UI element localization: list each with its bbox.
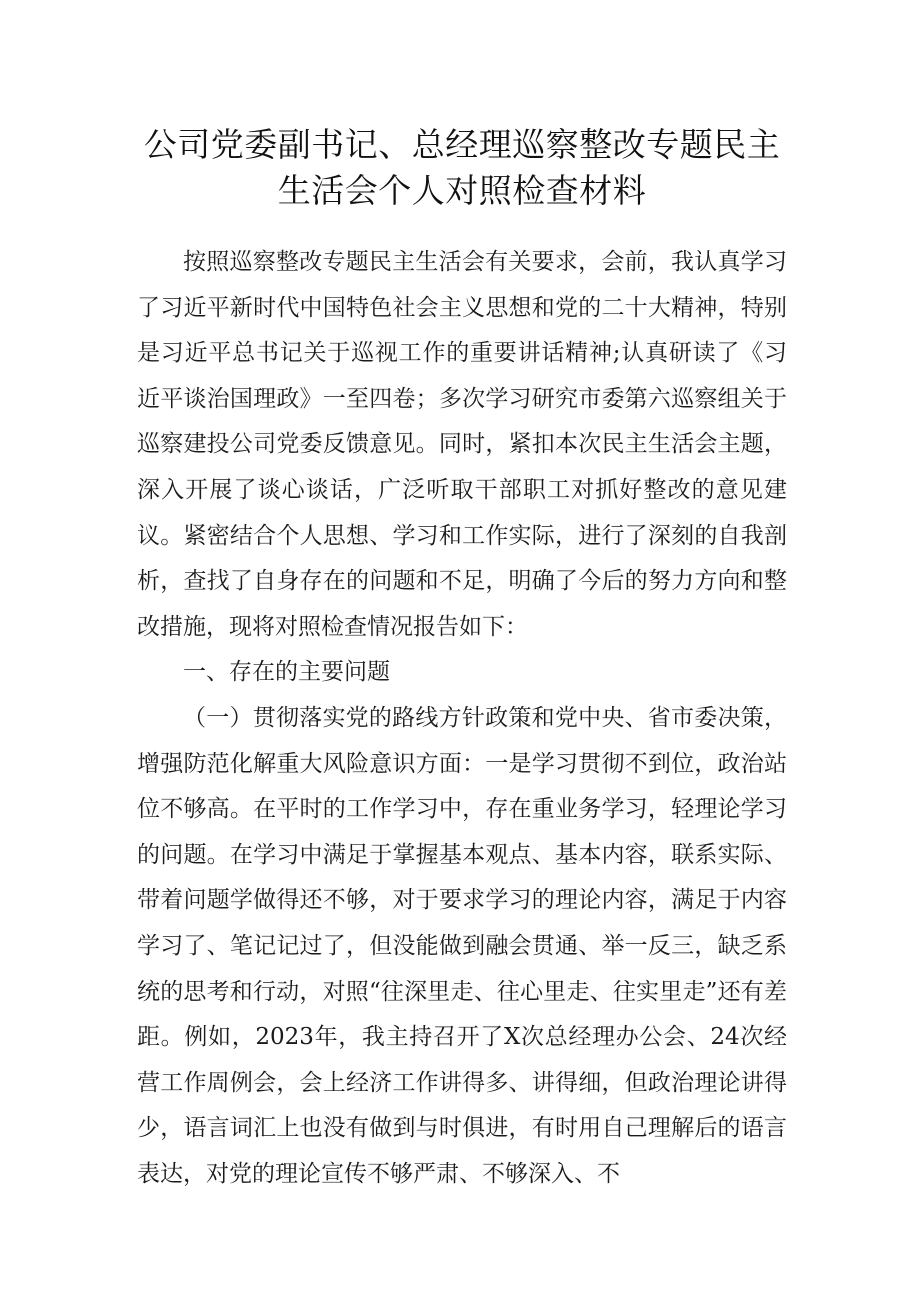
- title-line-1: 公司党委副书记、总经理巡察整改专题民主: [143, 125, 781, 164]
- section-heading-1: 一、存在的主要问题: [183, 659, 390, 686]
- title-line-2: 生活会个人对照检查材料: [277, 171, 647, 210]
- intro-paragraph: 按照巡察整改专题民主生活会有关要求，会前，我认真学习了习近平新时代中国特色社会主义思想和党的二十大精神，特别是习近平总书记关于巡视工作的重要讲话精神;认真研读了《习近平谈治国理政》一至四卷；多次学习研究市委第六巡察组关于巡察建投公司党委反馈意见。同时，紧扣本次民主生活会主题，深入开展了谈心谈话，广泛听取干部职工对抓好整改的意见建议。紧密结合个人思想、学习和工作实际，进行了深刻的自我剖析，查找了自身存在的问题和不足，明确了今后的努力方向和整改措施，现将对照检查情况报告如下：: [137, 249, 787, 640]
- document-title: [137, 122, 787, 214]
- section-1-paragraph-1: （一）贯彻落实党的路线方针政策和党中央、省市委决策，增强防范化解重大风险意识方面：一是学习贯彻不到位，政治站位不够高。在平时的工作学习中，存在重业务学习，轻理论学习的问题。在学习中满足于掌握基本观点、基本内容，联系实际、带着问题学做得还不够，对于要求学习的理论内容，满足于内容学习了、笔记记过了，但没能做到融会贯通、举一反三，缺乏系统的思考和行动，对照“往深里走、往心里走、往实里走”还有差距。例如，2023年，我主持召开了X次总经理办公会、24次经营工作周例会，会上经济工作讲得多、讲得细，但政治理论讲得少，语言词汇上也没有做到与时俱进，有时用自己理解后的语言表达，对党的理论宣传不够严肃、不够深入、不: [137, 704, 787, 1187]
